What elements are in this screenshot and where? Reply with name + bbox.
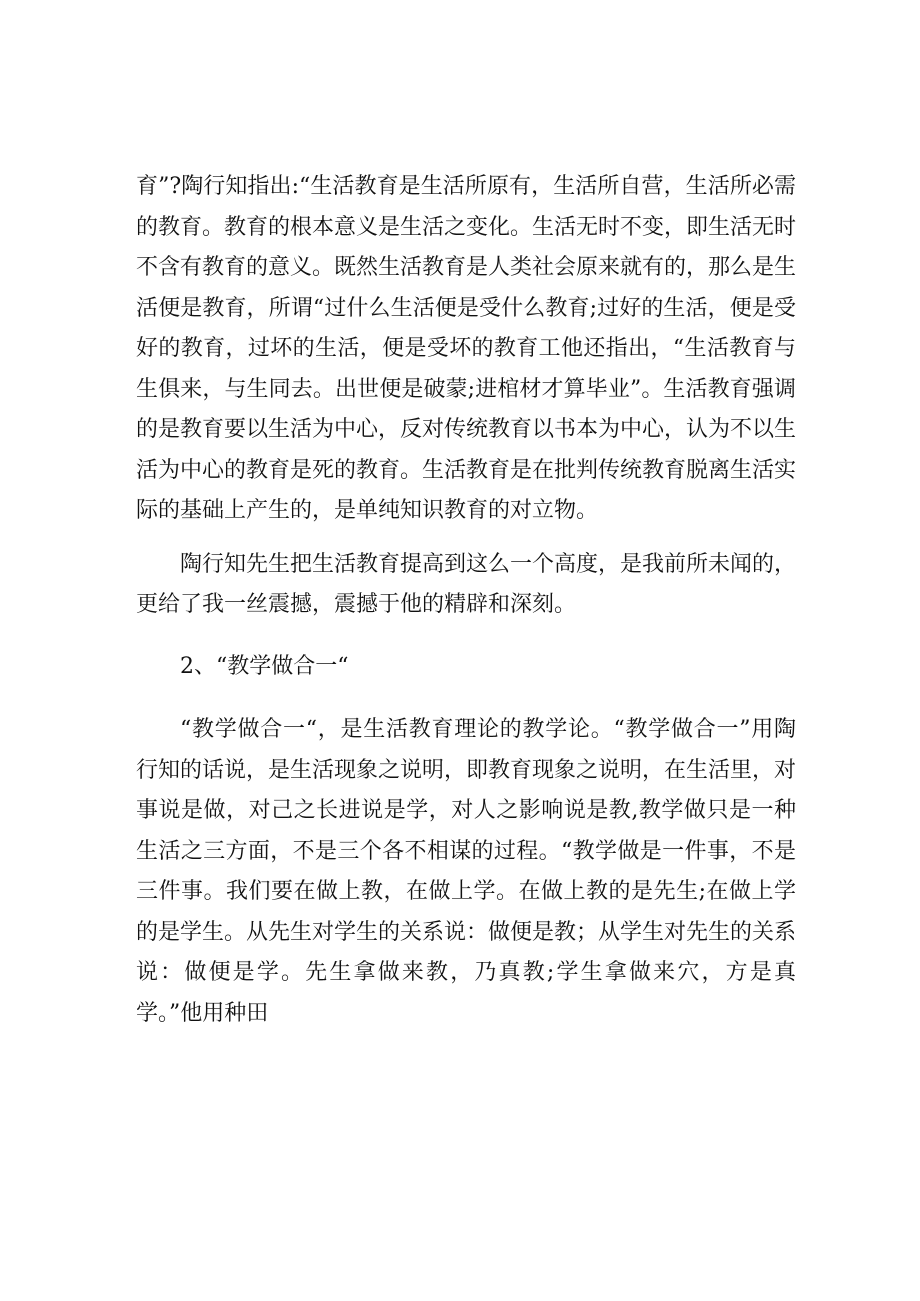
section-heading-teaching-learning-doing: 2、“教学做合一“ xyxy=(180,653,349,679)
paragraph-author-reflection: 陶行知先生把生活教育提高到这么一个高度，是我前所未闻的，更给了我一丝震撼，震撼于他的精辟和深刻。 xyxy=(136,551,797,617)
paragraph-life-education-definition: 育”?陶行知指出:“生活教育是生活所原有，生活所自营，生活所必需的教育。教育的根本意义是生活之变化。生活无时不变，即生活无时不含有教育的意义。既然生活教育是人类社会原来就有的，那么是生活便是教育，所谓“过什么生活便是受什么教育;过好的生活，便是受好的教育，过坏的生活，便是受坏的教育工他还指出，“生活教育与生俱来，与生同去。出世便是破蒙;进棺材才算毕业”。生活教育强调的是教育要以生活为中心，反对传统教育以书本为中心，认为不以生活为中心的教育是死的教育。生活教育是在批判传统教育脱离生活实际的基础上产生的，是单纯知识教育的对立物。 xyxy=(136,174,797,523)
paragraph-teaching-learning-doing: “教学做合一“，是生活教育理论的教学论。“教学做合一”用陶行知的话说，是生活现象之说明，即教育现象之说明，在生活里，对事说是做，对己之长进说是学，对人之影响说是教,教学做只是一种生活之三方面，不是三个各不相谋的过程。“教学做是一件事，不是三件事。我们要在做上教，在做上学。在做上教的是先生;在做上学的是学生。从先生对学生的关系说：做便是教；从学生对先生的关系说：做便是学。先生拿做来教，乃真教;学生拿做来穴，方是真学。”他用种田 xyxy=(136,717,797,1026)
document-body xyxy=(136,167,796,1034)
